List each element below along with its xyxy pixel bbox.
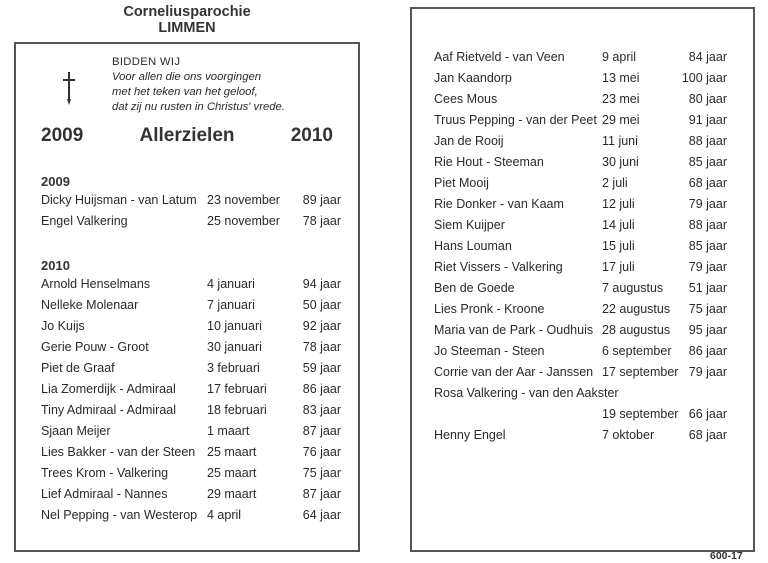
list-item	[434, 215, 727, 236]
list-item	[434, 89, 727, 110]
age: 86 jaar	[302, 382, 341, 396]
deceased-name: Maria van de Park - Oudhuis	[434, 323, 594, 337]
list-item	[41, 400, 341, 421]
deceased-name: Jan Kaandorp	[434, 71, 512, 85]
list-item	[41, 337, 341, 358]
death-date: 15 juli	[602, 239, 635, 253]
death-date: 10 januari	[207, 319, 262, 333]
age: 85 jaar	[688, 239, 727, 253]
age: 89 jaar	[302, 193, 341, 207]
death-date: 17 juli	[602, 260, 635, 274]
age: 84 jaar	[688, 50, 727, 64]
deceased-name: Nel Pepping - van Westerop	[41, 508, 198, 522]
death-date: 19 september	[602, 407, 679, 421]
deceased-name: Dicky Huijsman - van Latum	[41, 193, 197, 207]
age: 88 jaar	[688, 134, 727, 148]
parish-name: Corneliusparochie	[123, 4, 251, 20]
deceased-name: Truus Pepping - van der Peet	[434, 113, 597, 127]
death-date: 29 maart	[207, 487, 257, 501]
age: 78 jaar	[302, 214, 341, 228]
list-item	[41, 484, 341, 505]
death-date: 13 mei	[602, 71, 640, 85]
age: 92 jaar	[302, 319, 341, 333]
death-date: 30 januari	[207, 340, 262, 354]
deceased-name: Arnold Henselmans	[41, 277, 151, 291]
death-date: 4 januari	[207, 277, 255, 291]
continued-list	[434, 47, 727, 446]
deceased-name: Piet de Graaf	[41, 361, 115, 375]
deceased-name: Lief Admiraal - Nannes	[41, 487, 168, 501]
deceased-name: Nelleke Molenaar	[41, 298, 139, 312]
age: 79 jaar	[688, 365, 727, 379]
parish-header	[14, 4, 360, 36]
list-item	[434, 68, 727, 89]
age: 91 jaar	[688, 113, 727, 127]
age: 78 jaar	[302, 340, 341, 354]
death-date: 12 juli	[602, 197, 635, 211]
death-date: 6 september	[602, 344, 672, 358]
age: 50 jaar	[302, 298, 341, 312]
section-list	[41, 190, 341, 232]
death-date: 14 juli	[602, 218, 635, 232]
deceased-name: Jo Steeman - Steen	[434, 344, 545, 358]
death-date: 25 november	[207, 214, 280, 228]
death-date: 11 juni	[602, 134, 638, 148]
list-item	[41, 421, 341, 442]
deceased-name: Henny Engel	[434, 428, 506, 442]
deceased-name: Engel Valkering	[41, 214, 128, 228]
death-date: 28 augustus	[602, 323, 671, 337]
death-date: 25 maart	[207, 466, 257, 480]
title-year-start: 2009	[41, 125, 84, 146]
list-item	[434, 194, 727, 215]
deceased-name: Rie Hout - Steeman	[434, 155, 544, 169]
deceased-name: Siem Kuijper	[434, 218, 505, 232]
list-item	[434, 173, 727, 194]
list-item	[41, 316, 341, 337]
list-item	[434, 320, 727, 341]
list-item	[41, 190, 341, 211]
age: 100 jaar	[681, 71, 727, 85]
deceased-name: Rosa Valkering - van den Aakster	[434, 386, 619, 400]
list-item	[434, 362, 727, 383]
deceased-name: Riet Vissers - Valkering	[434, 260, 563, 274]
list-item	[41, 358, 341, 379]
prayer-heading: BIDDEN WIJ	[112, 56, 181, 68]
death-date: 1 maart	[207, 424, 250, 438]
list-item	[434, 425, 727, 446]
age: 75 jaar	[302, 466, 341, 480]
age: 87 jaar	[302, 487, 341, 501]
parish-place: LIMMEN	[158, 20, 216, 36]
age: 83 jaar	[302, 403, 341, 417]
death-date: 17 februari	[207, 382, 267, 396]
card-right-page	[410, 7, 755, 552]
list-item	[41, 442, 341, 463]
age: 95 jaar	[688, 323, 727, 337]
death-date: 22 augustus	[602, 302, 671, 316]
age: 68 jaar	[688, 428, 727, 442]
death-date: 4 april	[207, 508, 242, 522]
age: 66 jaar	[688, 407, 727, 421]
document-code: 600-17	[710, 550, 743, 562]
age: 94 jaar	[302, 277, 341, 291]
age: 76 jaar	[302, 445, 341, 459]
deceased-name: Corrie van der Aar - Janssen	[434, 365, 594, 379]
deceased-name: Sjaan Meijer	[41, 424, 111, 438]
list-item	[41, 463, 341, 484]
deceased-name: Hans Louman	[434, 239, 512, 253]
list-item	[434, 299, 727, 320]
list-item	[434, 131, 727, 152]
list-item	[434, 152, 727, 173]
title-year-end: 2010	[290, 125, 333, 146]
list-item	[41, 274, 341, 295]
death-date: 29 mei	[602, 113, 640, 127]
deceased-name: Cees Mous	[434, 92, 498, 106]
deceased-name: Gerie Pouw - Groot	[41, 340, 149, 354]
death-date: 17 september	[602, 365, 679, 379]
age: 79 jaar	[688, 197, 727, 211]
prayer-block	[112, 55, 352, 115]
death-date: 23 mei	[602, 92, 640, 106]
list-item	[434, 257, 727, 278]
list-item	[434, 278, 727, 299]
age: 68 jaar	[688, 176, 727, 190]
death-date: 7 augustus	[602, 281, 664, 295]
death-date: 23 november	[207, 193, 280, 207]
section-year-heading: 2009	[41, 174, 70, 189]
page-title: Allerzielen	[139, 125, 235, 146]
cross-icon	[62, 72, 76, 106]
deceased-name: Lies Bakker - van der Steen	[41, 445, 196, 459]
card-left-page	[14, 42, 360, 552]
list-item	[41, 211, 341, 232]
deceased-name: Lies Pronk - Kroone	[434, 302, 545, 316]
deceased-name: Ben de Goede	[434, 281, 515, 295]
age: 51 jaar	[688, 281, 727, 295]
list-item	[434, 341, 727, 362]
list-item	[434, 236, 727, 257]
death-date: 9 april	[602, 50, 637, 64]
death-date: 2 juli	[602, 176, 628, 190]
deceased-name: Piet Mooij	[434, 176, 489, 190]
age: 85 jaar	[688, 155, 727, 169]
deceased-name: Tiny Admiraal - Admiraal	[41, 403, 176, 417]
death-date: 25 maart	[207, 445, 257, 459]
death-date: 7 oktober	[602, 428, 655, 442]
age: 86 jaar	[688, 344, 727, 358]
list-item	[434, 404, 727, 425]
list-item	[434, 110, 727, 131]
deceased-name: Jan de Rooij	[434, 134, 504, 148]
list-item	[41, 379, 341, 400]
death-date: 30 juni	[602, 155, 639, 169]
deceased-name: Trees Krom - Valkering	[41, 466, 169, 480]
age: 88 jaar	[688, 218, 727, 232]
age: 75 jaar	[688, 302, 727, 316]
age: 64 jaar	[302, 508, 341, 522]
age: 79 jaar	[688, 260, 727, 274]
death-date: 3 februari	[207, 361, 260, 375]
prayer-line: dat zij nu rusten in Christus' vrede.	[112, 101, 285, 113]
section-list	[41, 274, 341, 526]
age: 80 jaar	[688, 92, 727, 106]
list-item	[41, 505, 341, 526]
section-year-heading: 2010	[41, 258, 70, 273]
prayer-line: Voor allen die ons voorgingen	[112, 71, 262, 83]
deceased-name: Rie Donker - van Kaam	[434, 197, 564, 211]
death-date: 18 februari	[207, 403, 267, 417]
deceased-name: Lia Zomerdijk - Admiraal	[41, 382, 176, 396]
deceased-name: Jo Kuijs	[41, 319, 85, 333]
list-item	[434, 47, 727, 68]
prayer-line: met het teken van het geloof,	[112, 86, 258, 98]
death-date: 7 januari	[207, 298, 255, 312]
list-item	[434, 383, 727, 404]
deceased-name: Aaf Rietveld - van Veen	[434, 50, 565, 64]
age: 59 jaar	[302, 361, 341, 375]
age: 87 jaar	[302, 424, 341, 438]
list-item	[41, 295, 341, 316]
